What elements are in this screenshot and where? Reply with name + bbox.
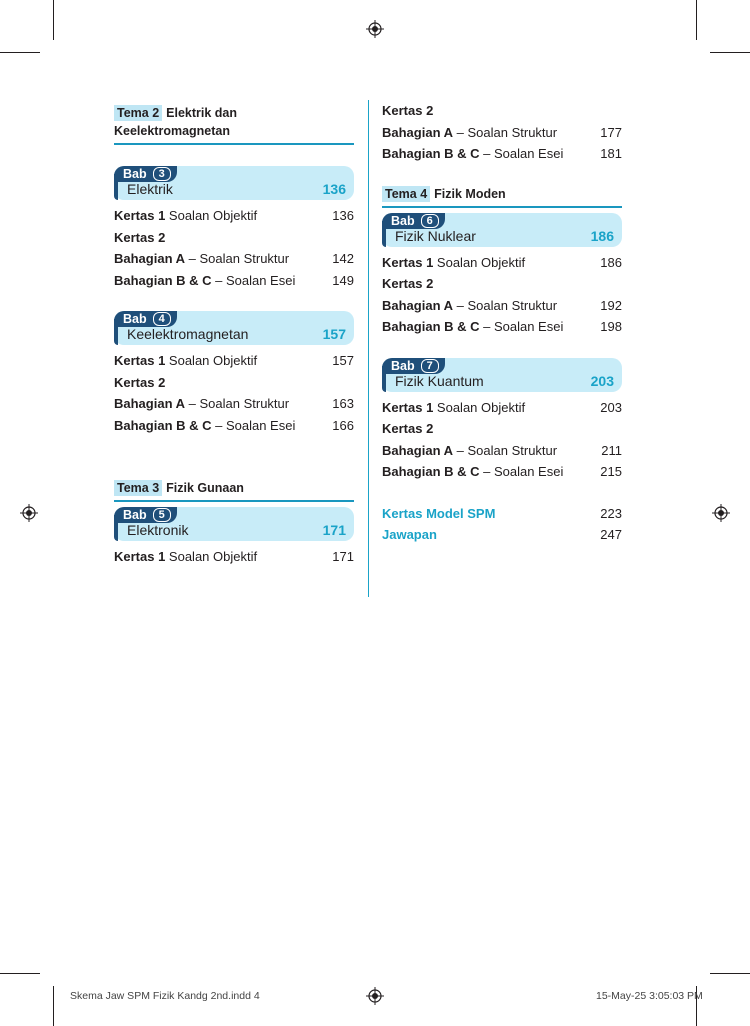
toc-entry-label: Bahagian A (382, 297, 454, 313)
bab-number: 4 (153, 312, 171, 326)
bab-tag (114, 311, 177, 327)
toc-entry-label: Bahagian A (382, 442, 454, 458)
toc-entry[interactable] (382, 316, 622, 338)
crop-mark (0, 52, 40, 53)
toc-entry[interactable] (382, 295, 622, 317)
toc-entry-page: 163 (332, 396, 354, 411)
toc-entry[interactable] (114, 372, 354, 394)
bab-title: Fizik Kuantum (395, 372, 484, 389)
bab-label: Bab (123, 312, 147, 326)
crop-mark (710, 973, 750, 974)
toc-entry-label: Bahagian A (114, 396, 186, 411)
toc-entry-page: 186 (600, 254, 622, 270)
toc-entry-text: – Soalan Esei (211, 272, 296, 288)
toc-entry-label: Kertas Model SPM (382, 505, 496, 521)
tema-title-line2: Keelektromagnetan (114, 124, 231, 138)
toc-entry-page: 181 (600, 146, 622, 161)
bab-title: Elektronik (127, 522, 189, 538)
toc-entry-text: – Soalan Struktur (453, 297, 558, 313)
toc-entry-label: Kertas 2 (114, 374, 166, 390)
bab-number: 7 (421, 359, 439, 373)
bab-tag (382, 358, 445, 374)
toc-entry-label: Kertas 2 (382, 103, 434, 118)
toc-entry-text: – Soalan Struktur (453, 442, 558, 458)
toc-entry[interactable] (382, 100, 622, 122)
continued-rows (382, 100, 622, 165)
toc-entry-text: Soalan Objektif (433, 254, 526, 270)
toc-entry-text: – Soalan Esei (211, 417, 296, 433)
toc-entry[interactable] (382, 252, 622, 274)
bab-number: 6 (421, 214, 439, 228)
extras-list (382, 503, 622, 546)
toc-entry-label: Kertas 1 (114, 353, 166, 368)
toc-left-column (114, 100, 354, 568)
toc-entry[interactable] (114, 415, 354, 437)
bab-number: 5 (153, 508, 171, 522)
toc-entry-label: Kertas 1 (114, 549, 166, 564)
toc-entry-label: Bahagian B & C (382, 464, 480, 479)
bab-tag (114, 166, 177, 182)
tema-title: Fizik Gunaan (166, 481, 244, 495)
tema-heading (114, 104, 354, 145)
bab-page: 136 (322, 181, 346, 197)
bab-page: 157 (322, 326, 346, 342)
toc-entry-jawapan[interactable] (382, 524, 622, 546)
toc-entry-page: 247 (600, 527, 622, 542)
bab-title: Keelektromagnetan (127, 326, 249, 342)
toc-entry[interactable] (382, 440, 622, 462)
toc-entry-page: 157 (332, 353, 354, 368)
toc-entry-page: 166 (332, 417, 354, 433)
toc-entry-page: 171 (332, 549, 354, 564)
toc-entry[interactable] (382, 461, 622, 483)
registration-mark-icon (366, 987, 384, 1005)
bab-label: Bab (391, 358, 415, 373)
bab-title: Fizik Nuklear (395, 227, 476, 244)
tema-tag: Tema 4 (382, 186, 430, 202)
bab-rows (114, 546, 354, 568)
toc-entry-label: Bahagian A (114, 251, 186, 266)
toc-entry-page: 142 (332, 251, 354, 266)
bab-rows (114, 350, 354, 436)
toc-entry-kertas-model[interactable] (382, 503, 622, 525)
toc-entry-label: Bahagian B & C (382, 146, 480, 161)
tema-heading (114, 479, 354, 502)
registration-mark-icon (20, 504, 38, 522)
toc-entry[interactable] (382, 122, 622, 144)
bab-page: 186 (590, 227, 614, 244)
toc-entry-label: Bahagian B & C (382, 319, 480, 334)
toc-entry-text: – Soalan Struktur (185, 396, 290, 411)
registration-mark-icon (366, 20, 384, 38)
toc-entry-text: – Soalan Esei (479, 464, 564, 479)
crop-mark (0, 973, 40, 974)
toc-entry-text: Soalan Objektif (433, 399, 526, 415)
tema-title: Elektrik dan (166, 106, 238, 120)
toc-entry-label: Jawapan (382, 527, 437, 542)
registration-mark-icon (712, 504, 730, 522)
bab-header[interactable] (114, 311, 354, 345)
bab-page: 171 (322, 522, 346, 538)
toc-entry-label: Kertas 1 (382, 399, 434, 415)
toc-entry[interactable] (114, 350, 354, 372)
toc-entry-page: 149 (332, 272, 354, 288)
toc-entry[interactable] (114, 227, 354, 249)
bab-header[interactable] (114, 507, 354, 541)
toc-entry[interactable] (114, 393, 354, 415)
toc-entry[interactable] (114, 205, 354, 227)
toc-entry[interactable] (382, 143, 622, 165)
toc-entry-page: 223 (600, 505, 622, 521)
toc-entry[interactable] (114, 248, 354, 270)
bab-tag (114, 507, 177, 523)
toc-entry-page: 192 (600, 297, 622, 313)
toc-entry[interactable] (382, 273, 622, 295)
toc-entry-text: Soalan Objektif (165, 549, 258, 564)
bab-label: Bab (123, 508, 147, 522)
crop-mark (710, 52, 750, 53)
crop-mark (53, 0, 54, 40)
toc-entry-page: 203 (600, 399, 622, 415)
toc-entry-label: Bahagian B & C (114, 272, 212, 288)
crop-mark (53, 986, 54, 1026)
toc-entry[interactable] (114, 546, 354, 568)
column-divider (368, 100, 369, 597)
toc-entry-label: Kertas 2 (382, 421, 434, 436)
tema-title: Fizik Moden (434, 186, 506, 201)
bab-title: Elektrik (127, 181, 173, 197)
bab-label: Bab (123, 167, 147, 181)
toc-entry-page: 136 (332, 208, 354, 223)
bab-tag (382, 213, 445, 229)
toc-entry-text: Soalan Objektif (165, 353, 258, 368)
toc-entry-label: Bahagian B & C (114, 417, 212, 433)
toc-entry-label: Bahagian A (382, 124, 454, 140)
toc-entry-text: Soalan Objektif (165, 208, 258, 223)
toc-entry[interactable] (114, 270, 354, 292)
toc-entry[interactable] (382, 397, 622, 419)
toc-right-column (382, 100, 622, 546)
toc-entry-page: 215 (600, 464, 622, 479)
toc-entry-label: Kertas 2 (114, 229, 166, 245)
tema-tag: Tema 2 (114, 105, 162, 121)
toc-entry-label: Kertas 2 (382, 276, 434, 291)
bab-header[interactable] (382, 213, 622, 247)
toc-entry-page: 198 (600, 319, 622, 334)
toc-entry-text: – Soalan Struktur (185, 251, 290, 266)
bab-rows (382, 252, 622, 338)
toc-entry-label: Kertas 1 (382, 254, 434, 270)
toc-entry[interactable] (382, 418, 622, 440)
tema-tag: Tema 3 (114, 480, 162, 496)
footer-timestamp: 15-May-25 3:05:03 PM (596, 990, 703, 1002)
tema-heading (382, 185, 622, 208)
toc-entry-text: – Soalan Esei (479, 319, 564, 334)
bab-header[interactable] (382, 358, 622, 392)
toc-entry-label: Kertas 1 (114, 208, 166, 223)
toc-entry-page: 211 (601, 442, 622, 458)
bab-number: 3 (153, 167, 171, 181)
bab-rows (382, 397, 622, 483)
bab-page: 203 (590, 372, 614, 389)
bab-rows (114, 205, 354, 291)
toc-entry-text: – Soalan Esei (479, 146, 564, 161)
bab-label: Bab (391, 213, 415, 228)
crop-mark (696, 0, 697, 40)
toc-entry-text: – Soalan Struktur (453, 124, 558, 140)
toc-entry-page: 177 (600, 124, 622, 140)
bab-header[interactable] (114, 166, 354, 200)
footer-filename: Skema Jaw SPM Fizik Kandg 2nd.indd 4 (70, 990, 260, 1002)
